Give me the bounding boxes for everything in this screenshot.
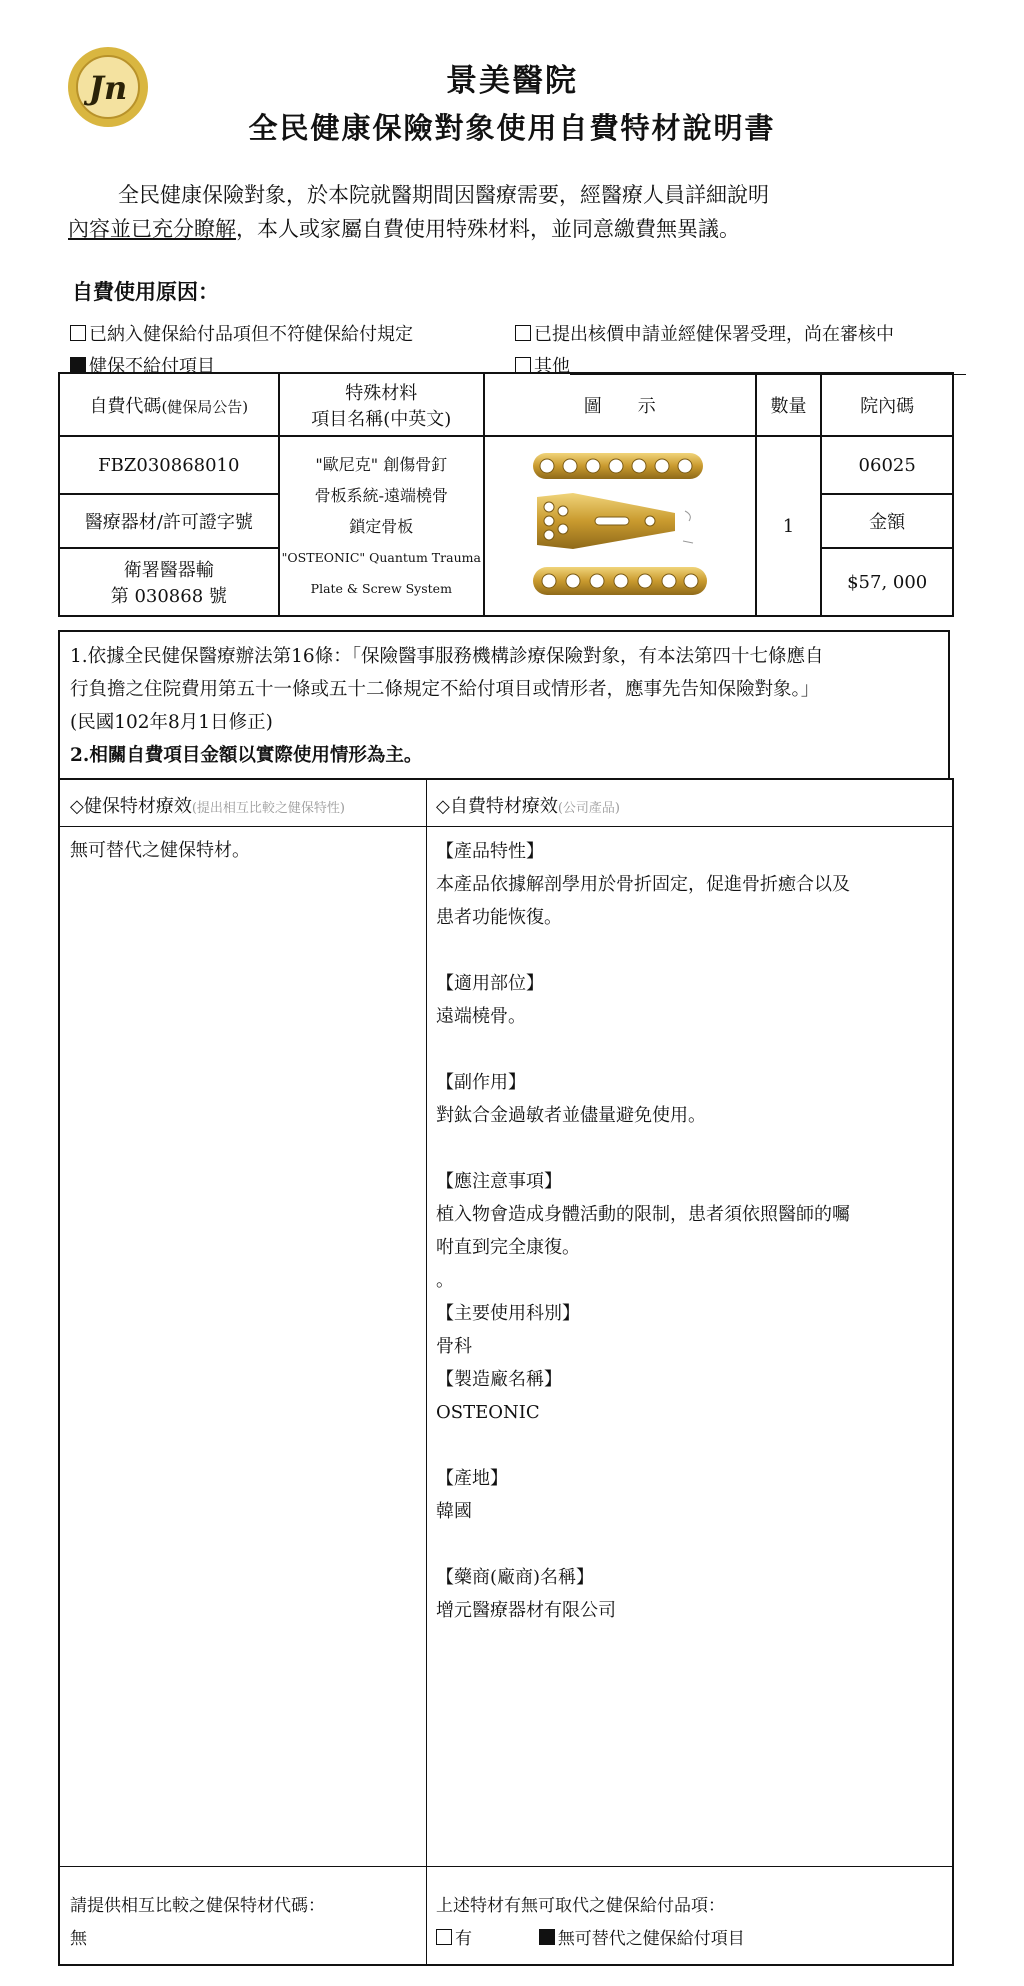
nhi-efficacy-header: ◇健保特材療效(提出相互比較之健保特性) <box>70 796 345 817</box>
checkbox-unchecked[interactable] <box>515 357 531 373</box>
option-label: 健保不給付項目 <box>89 356 215 377</box>
checkbox-unchecked[interactable] <box>436 1929 452 1945</box>
intro-line-2-rest: ，本人或家屬自費使用特殊材料，並同意繳費無異議。 <box>236 217 740 241</box>
checkbox-checked[interactable] <box>70 357 86 373</box>
logo-monogram: Jn <box>88 69 128 107</box>
license-number: 衛署醫器輸 第 030868 號 <box>59 548 279 616</box>
header-internal-code: 院內碼 <box>821 373 953 436</box>
quantity-value: 1 <box>756 436 822 616</box>
material-name-cell: "歐尼克" 創傷骨釘 骨板系統-遠端橈骨 鎖定骨板 "OSTEONIC" Quantum Trauma Plate & Screw System <box>279 436 484 616</box>
comparison-table <box>58 778 954 1966</box>
checkbox-unchecked[interactable] <box>515 325 531 341</box>
intro-line-2 <box>68 217 740 241</box>
option-label: 其他 <box>534 356 570 377</box>
note-2: 2.相關自費項目金額以實際使用情形為主。 <box>70 745 423 766</box>
header-quantity: 數量 <box>756 373 822 436</box>
intro-line-1: 全民健康保險對象，於本院就醫期間因醫療需要，經醫療人員詳細說明 <box>118 183 769 207</box>
document-title: 全民健康保險對象使用自費特材說明書 <box>248 111 776 145</box>
reason-option-1[interactable] <box>70 320 413 346</box>
alternative-label: 上述特材有無可取代之健保給付品項： <box>436 1896 725 1916</box>
intro-paragraph <box>68 178 958 246</box>
option-no-alternative[interactable]: 無可替代之健保給付項目 <box>539 1929 745 1949</box>
plate-image <box>484 436 756 616</box>
option-yes[interactable]: 有 <box>436 1929 472 1949</box>
header-item-name: 特殊材料 項目名稱(中英文) <box>279 373 484 436</box>
internal-code-value: 06025 <box>821 436 953 494</box>
intro-underlined: 內容並已充分瞭解 <box>68 217 236 241</box>
header-code: 自費代碼(健保局公告) <box>59 373 279 436</box>
reason-option-2[interactable] <box>515 320 894 346</box>
amount-value: $57, 000 <box>821 548 953 616</box>
checkbox-checked[interactable] <box>539 1929 555 1945</box>
bone-plate-image <box>525 445 715 603</box>
option-label: 已提出核價申請並經健保署受理，尚在審核中 <box>534 324 894 345</box>
plate-middle-icon <box>537 493 693 549</box>
self-pay-efficacy-header: ◇自費特材療效(公司產品) <box>436 796 620 817</box>
license-label: 醫療器材/許可證字號 <box>59 494 279 548</box>
option-label: 已納入健保給付品項但不符健保給付規定 <box>89 324 413 345</box>
hospital-name: 景美醫院 <box>446 63 578 99</box>
note-1-line-a: 1.依據全民健保醫療辦法第16條：「保險醫事服務機構診療保險對象，有本法第四十七條應自 <box>70 646 824 667</box>
checkbox-unchecked[interactable] <box>70 325 86 341</box>
material-table <box>58 372 954 617</box>
plate-bottom-icon <box>533 567 707 595</box>
amount-label: 金額 <box>821 494 953 548</box>
plate-top-icon <box>533 453 703 479</box>
note-1-line-b: 行負擔之住院費用第五十一條或五十二條規定不給付項目或情形者，應事先告知保險對象。」 <box>70 679 820 700</box>
notes-box <box>58 630 950 778</box>
header-image: 圖 示 <box>484 373 756 436</box>
comparison-code-section <box>70 1890 325 1956</box>
reason-heading: 自費使用原因： <box>72 279 219 304</box>
self-pay-efficacy-text: 【產品特性】 本產品依據解剖學用於骨折固定，促進骨折癒合以及 患者功能恢復。 【適用部位】 遠端橈骨。 【副作用】 對鈦合金過敏者並儘量避免使用。 【應注意事項】 植入物會造成身體活動的限制，患者須依照醫師的囑 咐直到完全康復。 。 【主要使用科別】 骨科 【製造廠名稱】 OSTEONIC 【產地】 韓國 【藥商(廠商)名稱】 增元醫療器材有限公司 <box>436 841 850 1621</box>
nhi-efficacy-text: 無可替代之健保特材。 <box>70 840 250 861</box>
alternative-options <box>436 1923 745 1956</box>
comparison-code-label: 請提供相互比較之健保特材代碼： <box>70 1896 325 1916</box>
comparison-code-value: 無 <box>70 1929 87 1949</box>
self-pay-code: FBZ030868010 <box>59 436 279 494</box>
alternative-section <box>436 1890 745 1956</box>
note-1-line-c: (民國102年8月1日修正) <box>70 712 273 733</box>
